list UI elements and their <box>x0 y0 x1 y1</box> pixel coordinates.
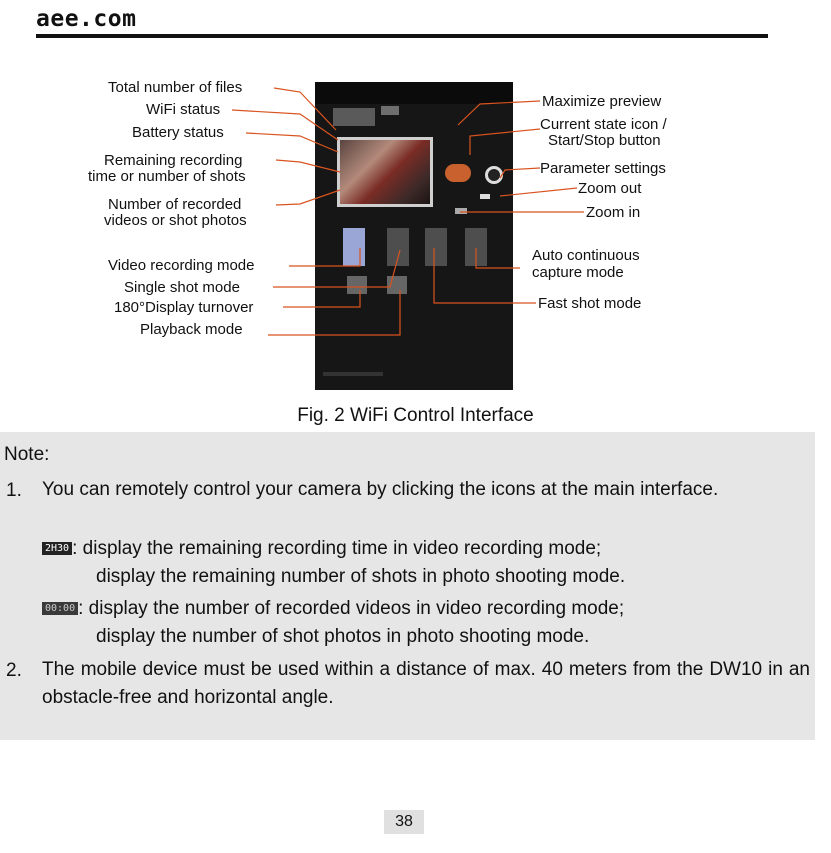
label-battery-status: Battery status <box>132 124 224 141</box>
figure-caption: Fig. 2 WiFi Control Interface <box>297 405 534 426</box>
label-zoom-in: Zoom in <box>586 204 641 221</box>
item1-number: 1. <box>6 480 22 501</box>
badge2-desc-1: : display the number of recorded videos in video recording mode; <box>78 598 625 619</box>
badge1-desc-2: display the remaining number of shots in photo shooting mode. <box>96 566 626 587</box>
item2-text: The mobile device must be used within a distance of max. 40 meters from the DW10 in an obstacle-free and horizontal angle. <box>42 659 810 708</box>
badge1-row <box>42 538 601 560</box>
label-recorded-2: videos or shot photos <box>104 212 247 229</box>
label-single-shot: Single shot mode <box>124 279 240 296</box>
label-state-1: Current state icon / <box>540 116 667 133</box>
label-auto-2: capture mode <box>532 264 624 281</box>
label-zoom-out: Zoom out <box>578 180 642 197</box>
label-display-turnover: 180°Display turnover <box>114 299 254 316</box>
label-fast-shot: Fast shot mode <box>538 295 642 312</box>
badge2-desc-2: display the number of shot photos in photo shooting mode. <box>96 626 590 647</box>
label-remaining-2: time or number of shots <box>88 168 246 185</box>
label-auto-1: Auto continuous <box>532 247 640 264</box>
item1-text: You can remotely control your camera by clicking the icons at the main interface. <box>42 479 719 500</box>
badge1-desc-1: : display the remaining recording time in video recording mode; <box>72 538 602 559</box>
brand-logo: aee.com <box>36 6 137 32</box>
item2-number: 2. <box>6 660 22 681</box>
label-playback: Playback mode <box>140 321 243 338</box>
remaining-time-badge: 2H30 <box>42 542 72 555</box>
recorded-count-badge: 00:00 <box>42 602 78 615</box>
page-number: 38 <box>384 810 424 834</box>
label-recorded-1: Number of recorded <box>108 196 242 213</box>
label-parameter: Parameter settings <box>540 160 666 177</box>
note-box <box>0 432 815 740</box>
label-maximize: Maximize preview <box>542 93 662 110</box>
label-remaining-1: Remaining recording <box>104 152 243 169</box>
badge2-row <box>42 598 624 620</box>
note-title: Note: <box>4 444 50 465</box>
label-wifi-status: WiFi status <box>146 101 221 118</box>
label-total-files: Total number of files <box>108 79 243 96</box>
label-state-2: Start/Stop button <box>548 132 661 149</box>
label-video-mode: Video recording mode <box>108 257 255 274</box>
